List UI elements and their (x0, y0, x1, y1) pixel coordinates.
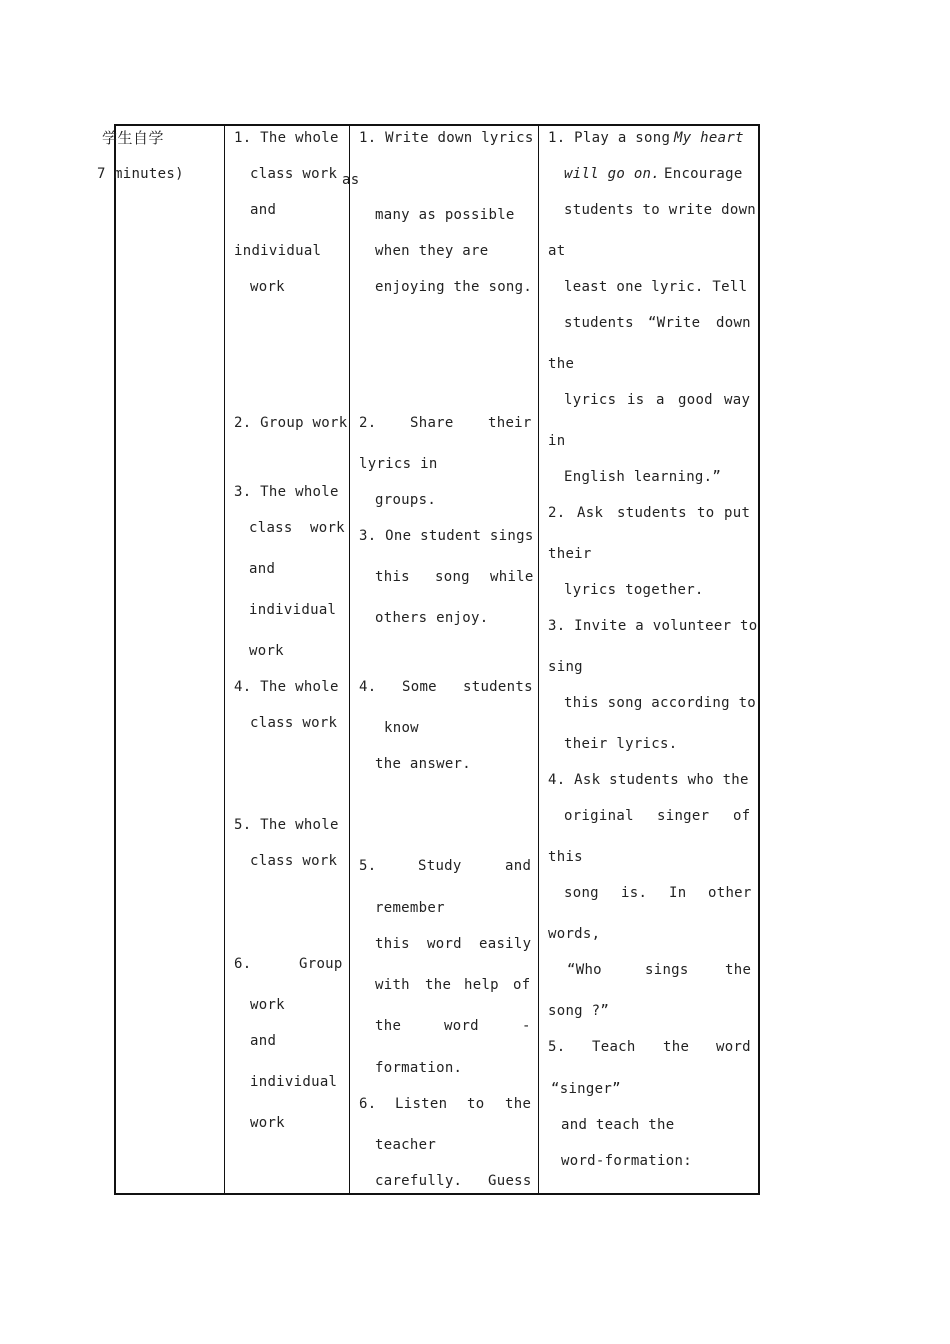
student-5-line-4a: with (375, 977, 410, 993)
activity-6-line-4: individual (250, 1074, 338, 1090)
teacher-4-line-7: song ?” (548, 1003, 610, 1019)
teacher-1-line-6c: down (716, 315, 751, 331)
student-6-line-2: teacher (375, 1137, 437, 1153)
student-1-line-2: many as possible (375, 207, 515, 223)
table-divider-3 (538, 124, 539, 1195)
teacher-5-line-4: word-formation: (561, 1153, 692, 1169)
activity-5-line-2: class work (250, 853, 338, 869)
teacher-5-word-3: word (716, 1039, 751, 1055)
teacher-4-line-2c: of (733, 808, 751, 824)
teacher-1-song-title-a: My heart (674, 130, 744, 146)
activity-3-line-3: and (249, 561, 276, 577)
teacher-2-line-3: lyrics together. (564, 582, 704, 598)
table-right-border (758, 124, 760, 1195)
student-1-line-3: when they are (375, 243, 489, 259)
student-5-line-3b: word (427, 936, 462, 952)
student-5-line-5c: - (522, 1018, 531, 1034)
activity-4-line-2: class work (250, 715, 338, 731)
teacher-1-line-1a: 1. Play a song (548, 130, 671, 146)
activity-3-line-4: individual (249, 602, 337, 618)
teacher-2-num: 2. (548, 505, 566, 521)
teacher-1-line-8c: a (656, 392, 665, 408)
activity-3-line-1: 3. The whole (234, 484, 339, 500)
teacher-4-line-4c: In (669, 885, 687, 901)
student-6-word-2: to (467, 1096, 485, 1112)
student-4-word-1: Some (402, 679, 437, 695)
teacher-3-line-1: 3. Invite a volunteer to (548, 618, 758, 634)
teacher-1-line-10: English learning.” (564, 469, 722, 485)
student-5-line-3c: easily (479, 936, 532, 952)
student-2-num: 2. (359, 415, 377, 431)
activity-6-line-5: work (250, 1115, 285, 1131)
activity-1-line-1: 1. The whole (234, 130, 339, 146)
teacher-4-line-4d: other (708, 885, 752, 901)
table-bottom-border (114, 1193, 760, 1195)
teacher-1-line-9: in (548, 433, 566, 449)
teacher-1-line-3: students to write down (564, 202, 757, 218)
teacher-1-line-6b: “Write (648, 315, 701, 331)
activity-1-line-2: class work (250, 166, 338, 182)
activity-4-line-1: 4. The whole (234, 679, 339, 695)
teacher-2-line-2: their (548, 546, 592, 562)
teacher-4-line-6c: the (725, 962, 752, 978)
teacher-1-line-8e: way (724, 392, 751, 408)
teacher-5-num: 5. (548, 1039, 566, 1055)
teacher-1-song-title-b: will go on. (564, 166, 661, 182)
teacher-4-line-5: words, (548, 926, 601, 942)
activity-3-line-2b: work (310, 520, 345, 536)
student-6-line-3a: carefully. (375, 1173, 463, 1189)
teacher-2-word-4: put (724, 505, 751, 521)
teacher-1-line-8b: is (627, 392, 645, 408)
student-5-line-3a: this (375, 936, 410, 952)
teacher-4-line-4a: song (564, 885, 599, 901)
student-5-word-2: and (505, 858, 532, 874)
student-5-line-2: remember (375, 900, 445, 916)
student-6-line-3b: Guess (488, 1173, 532, 1189)
minutes-label: minutes) (114, 166, 184, 182)
stage-title: 学生自学 (102, 129, 165, 147)
teacher-3-line-2: sing (548, 659, 583, 675)
table-divider-1 (224, 124, 225, 1195)
student-6-word-1: Listen (395, 1096, 448, 1112)
table-top-border (114, 124, 760, 126)
activity-1-line-3: and (250, 202, 277, 218)
activity-6-line-2: work (250, 997, 285, 1013)
student-3-line-3: others enjoy. (375, 610, 489, 626)
student-3-line-1: 3. One student sings (359, 528, 534, 544)
activity-3-line-2a: class (249, 520, 293, 536)
student-4-line-3: the answer. (375, 756, 472, 772)
student-1-as: as (342, 172, 360, 188)
student-5-line-4c: help (464, 977, 499, 993)
teacher-1-line-8a: lyrics (564, 392, 617, 408)
activity-1-line-5: work (250, 279, 285, 295)
teacher-4-line-6a: “Who (567, 962, 602, 978)
teacher-1-line-7: the (548, 356, 575, 372)
table-left-border (114, 124, 116, 1195)
teacher-3-line-4: their lyrics. (564, 736, 678, 752)
student-3-word-3: while (490, 569, 534, 585)
student-1-line-4: enjoying the song. (375, 279, 533, 295)
activity-6-line-1a: 6. (234, 956, 252, 972)
student-6-word-3: the (505, 1096, 532, 1112)
activity-6-line-1b: Group (299, 956, 343, 972)
student-6-num: 6. (359, 1096, 377, 1112)
student-5-line-4b: the (425, 977, 452, 993)
minutes-number: 7 (97, 166, 106, 182)
student-2-word-2: their (488, 415, 532, 431)
teacher-1-line-2: Encourage (664, 166, 743, 182)
teacher-3-line-3: this song according to (564, 695, 757, 711)
student-1-line-1: 1. Write down lyrics (359, 130, 534, 146)
student-5-word-1: Study (418, 858, 462, 874)
teacher-1-line-6a: students (564, 315, 634, 331)
student-5-line-4d: of (513, 977, 531, 993)
student-4-num: 4. (359, 679, 377, 695)
activity-1-line-4: individual (234, 243, 322, 259)
teacher-5-word-2: the (663, 1039, 690, 1055)
student-2-word-1: Share (410, 415, 454, 431)
student-4-line-2: know (384, 720, 419, 736)
activity-3-line-5: work (249, 643, 284, 659)
student-5-num: 5. (359, 858, 377, 874)
teacher-2-word-2: students (617, 505, 687, 521)
teacher-4-line-2a: original (564, 808, 634, 824)
teacher-1-line-5: least one lyric. Tell (564, 279, 748, 295)
teacher-2-word-1: Ask (577, 505, 604, 521)
student-2-line-3: groups. (375, 492, 437, 508)
student-5-line-5b: word (444, 1018, 479, 1034)
teacher-4-line-6b: sings (645, 962, 689, 978)
student-4-word-2: students (463, 679, 533, 695)
teacher-4-line-2b: singer (657, 808, 710, 824)
teacher-2-word-3: to (697, 505, 715, 521)
teacher-5-word-1: Teach (592, 1039, 636, 1055)
table-divider-2 (349, 124, 350, 1195)
teacher-1-line-8d: good (678, 392, 713, 408)
student-3-word-2: song (435, 569, 470, 585)
teacher-1-line-4: at (548, 243, 566, 259)
activity-2-line-1: 2. Group work (234, 415, 348, 431)
student-5-line-6: formation. (375, 1060, 463, 1076)
teacher-4-line-4b: is. (621, 885, 648, 901)
student-2-line-2: lyrics in (359, 456, 438, 472)
teacher-4-line-1: 4. Ask students who the (548, 772, 749, 788)
teacher-4-line-3: this (548, 849, 583, 865)
teacher-5-line-3: and teach the (561, 1117, 675, 1133)
student-3-word-1: this (375, 569, 410, 585)
student-5-line-5a: the (375, 1018, 402, 1034)
activity-5-line-1: 5. The whole (234, 817, 339, 833)
teacher-5-line-2: “singer” (551, 1081, 621, 1097)
activity-6-line-3: and (250, 1033, 277, 1049)
